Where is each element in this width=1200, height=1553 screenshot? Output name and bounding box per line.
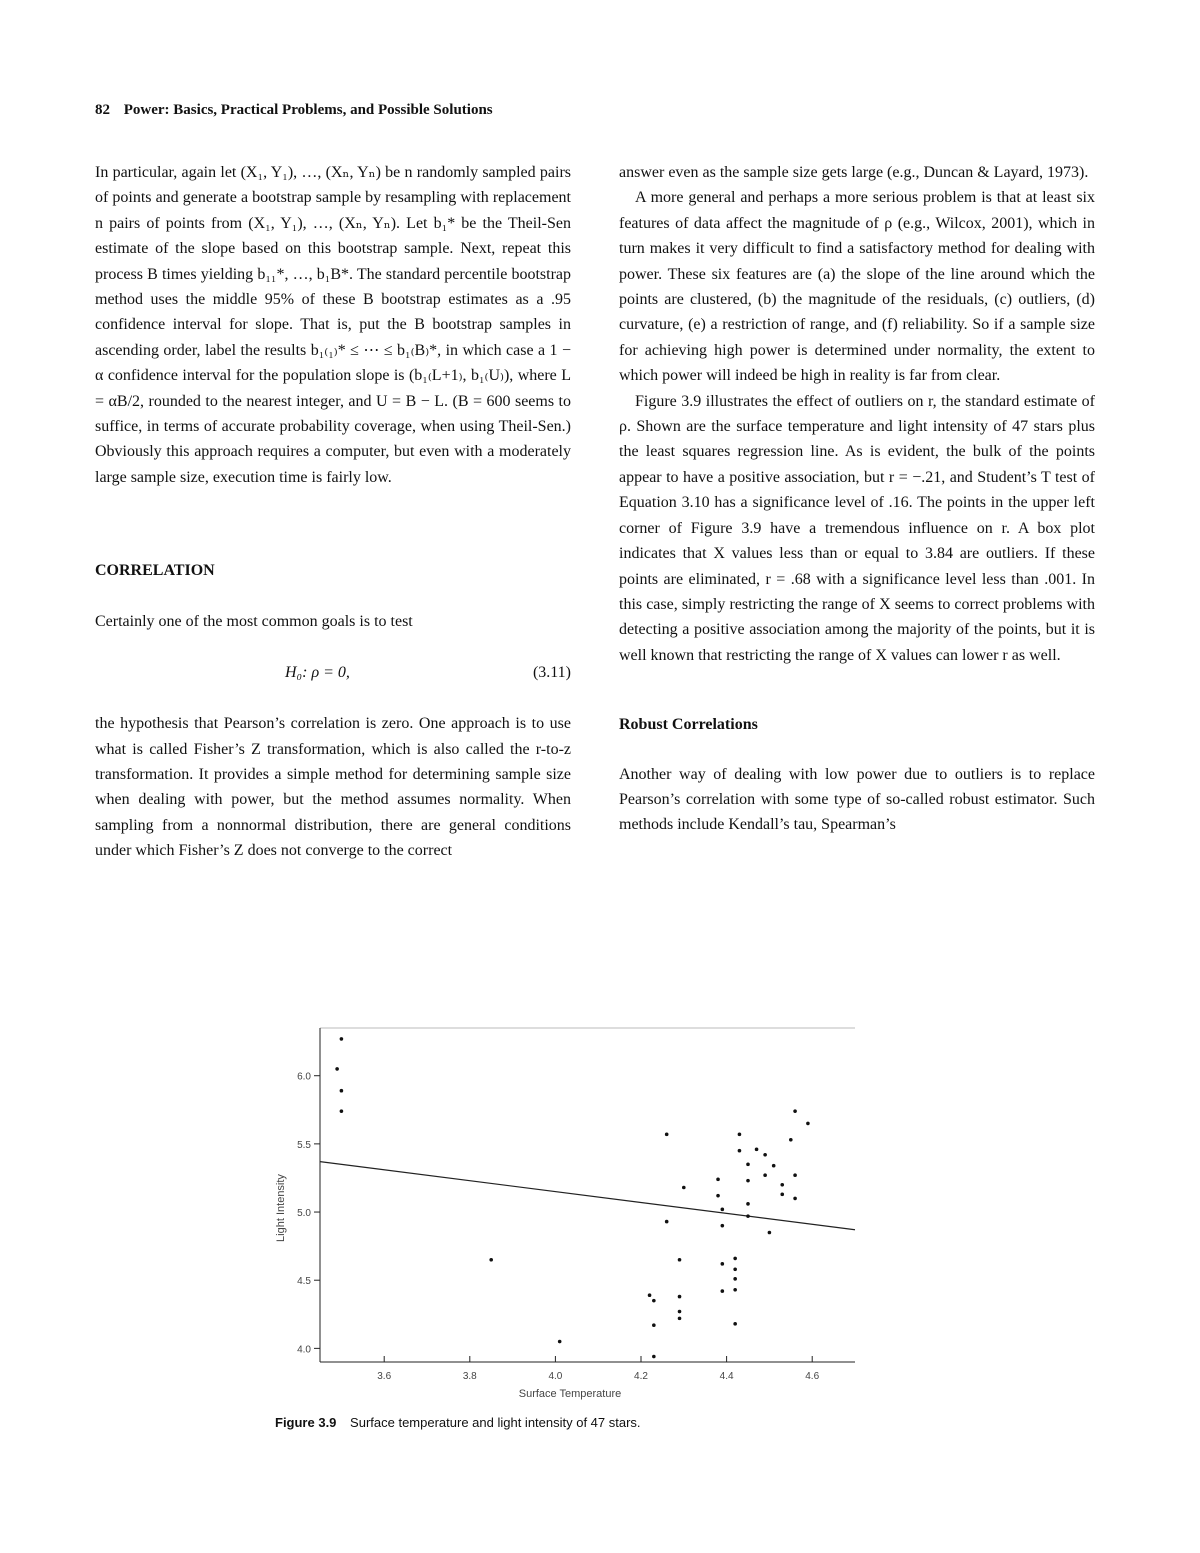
y-tick-label: 5.0 <box>297 1208 311 1220</box>
equation-number: (3.11) <box>532 664 571 682</box>
scatter-point <box>340 1089 344 1093</box>
paragraph: A more general and perhaps a more serious problem is that at least six features of data affect the magnitude of ρ (e.g., Wilcox, 2001), which in turn makes it very difficult to find a satisfactory method for dealing with power. These six features are (a) the slope of the line around which the points are clustered, (b) the magnitude of the residuals, (c) outliers, (d) curvature, (e) a restriction of range, and (f) reliability. So if a sample size for achieving high power is determined under normality, the extent to which power will indeed be high in reality is far from clear. <box>619 189 1095 385</box>
scatter-point <box>738 1149 742 1153</box>
plot-axes <box>320 1028 855 1362</box>
scatter-point <box>652 1323 656 1327</box>
y-tick-label: 5.5 <box>297 1139 311 1151</box>
scatter-point <box>721 1289 725 1293</box>
scatter-point <box>746 1179 750 1183</box>
scatter-point <box>678 1258 682 1262</box>
y-tick-label: 6.0 <box>297 1071 311 1083</box>
y-tick-label: 4.0 <box>297 1344 311 1356</box>
section-heading: CORRELATION <box>95 562 215 580</box>
x-tick-label: 3.8 <box>462 1371 477 1382</box>
scatter-point <box>678 1317 682 1321</box>
scatter-point <box>652 1299 656 1303</box>
paragraph: Figure 3.9 illustrates the effect of outliers on r, the standard estimate of ρ. Shown are the surface temperature and light intensity of 47 stars plus the least squares regression line. As is evident, the bulk of the points appear to have a positive association, but r = −.21, and Student’s T test of Equation 3.10 has a significance level of .16. The points in the upper left corner of Figure 3.9 have a tremendous influence on r. A box plot indicates that X values less than or equal to 3.84 are outliers. If these points are eliminated, r = .68 with a significance level less than .001. In this case, simply restricting the range of X seems to correct problems with detecting a positive association among the majority of the points, but it is well known that restricting the range of X values can lower r as well. <box>619 392 1095 664</box>
scatter-point <box>780 1193 784 1197</box>
scatter-point <box>652 1355 656 1359</box>
paragraph: Another way of dealing with low power due to outliers is to replace Pearson’s correlation with some type of so-called robust estimator. Such methods include Kendall’s tau, Spearman’s <box>619 765 1095 834</box>
left-column <box>95 160 571 864</box>
equation <box>95 660 571 685</box>
running-head <box>95 102 493 119</box>
scatter-point <box>682 1186 686 1190</box>
running-title: Power: Basics, Practical Problems, and Possible Solutions <box>123 102 493 118</box>
right-column <box>619 160 1095 838</box>
paragraph: Certainly one of the most common goals is to test <box>95 612 413 630</box>
paragraph: the hypothesis that Pearson’s correlation is zero. One approach is to use what is called Fisher’s Z transformation, which is also called the r-to-z transformation. It provides a simple method for determining sample size when dealing with power, but the method assumes normality. When sampling from a nonnormal distribution, there are general conditions under which Fisher’s Z does not converge to the correct <box>95 715 571 860</box>
scatter-point <box>340 1037 344 1041</box>
scatter-point <box>721 1262 725 1266</box>
scatter-point <box>755 1148 759 1152</box>
scatter-point <box>733 1277 737 1281</box>
scatter-point <box>806 1122 810 1126</box>
scatter-point <box>733 1288 737 1292</box>
scatter-point <box>772 1164 776 1168</box>
equation-text: H₀: ρ = 0, <box>285 664 350 682</box>
scatter-point <box>678 1295 682 1299</box>
scatter-point <box>789 1138 793 1142</box>
plot-marks <box>320 1037 855 1358</box>
figure-caption <box>275 1415 641 1430</box>
x-tick-label: 4.2 <box>634 1371 648 1382</box>
x-tick-label: 4.6 <box>805 1371 820 1382</box>
scatter-point <box>558 1340 562 1344</box>
scatter-point <box>335 1067 339 1071</box>
scatter-point <box>763 1173 767 1177</box>
subsection-heading: Robust Correlations <box>619 716 758 734</box>
scatter-point <box>721 1208 725 1212</box>
scatter-point <box>678 1310 682 1314</box>
scatter-point <box>648 1293 652 1297</box>
scatter-point <box>716 1194 720 1198</box>
plot-ticks <box>297 1072 819 1382</box>
figure-3-9 <box>270 1020 870 1400</box>
scatter-point <box>340 1109 344 1113</box>
scatter-point <box>793 1173 797 1177</box>
scatter-point <box>793 1109 797 1113</box>
scatter-point <box>721 1224 725 1228</box>
x-axis-label: Surface Temperature <box>518 1388 622 1400</box>
scatter-point <box>746 1202 750 1206</box>
paragraph: In particular, again let (X₁, Y₁), …, (Xₙ, Yₙ) be n randomly sampled pairs of points and generate a bootstrap sample by resampling with replacement n pairs of points from (X₁, Y₁), …, (Xₙ, Yₙ). Let b₁* be the Theil-Sen estimate of the slope based on this bootstrap sample. Next, repeat this process B times yielding b₁₁*, …, b₁B*. The standard percentile bootstrap method uses the middle 95% of these B bootstrap estimates as a .95 confidence interval for slope. That is, put the B bootstrap samples in ascending order, label the results b₁₍₁₎* ≤ ⋯ ≤ b₁₍B₎*, in which case a 1 − α confidence interval for the population slope is (b₁₍L+1₎, b₁₍U₎), where L = αB/2, rounded to the nearest integer, and U = B − L. (B = 600 seems to suffice, in terms of accurate probability coverage, when using Theil-Sen.) Obviously this approach requires a computer, but even with a moderately large sample size, execution time is fairly low. <box>95 164 571 486</box>
caption-text: Surface temperature and light intensity of 47 stars. <box>350 1415 641 1430</box>
scatter-point <box>768 1231 772 1235</box>
scatter-point <box>746 1163 750 1167</box>
scatter-point <box>746 1214 750 1218</box>
scatter-point <box>738 1133 742 1137</box>
x-tick-label: 4.0 <box>548 1371 563 1382</box>
paragraph: answer even as the sample size gets large (e.g., Duncan & Layard, 1973). <box>619 164 1089 181</box>
y-tick-label: 4.5 <box>297 1276 311 1288</box>
scatter-point <box>780 1183 784 1187</box>
caption-label: Figure 3.9 <box>275 1415 337 1430</box>
page-number: 82 <box>95 102 110 118</box>
scatter-plot <box>270 1020 870 1400</box>
scatter-point <box>665 1220 669 1224</box>
scatter-point <box>665 1133 669 1137</box>
scatter-point <box>733 1322 737 1326</box>
scatter-point <box>793 1197 797 1201</box>
scatter-point <box>763 1153 767 1157</box>
scatter-point <box>733 1267 737 1271</box>
regression-line <box>320 1162 855 1230</box>
scatter-point <box>489 1258 493 1262</box>
y-axis-label: Light Intensity <box>275 1174 287 1242</box>
scatter-point <box>716 1178 720 1182</box>
x-tick-label: 3.6 <box>377 1371 392 1382</box>
x-tick-label: 4.4 <box>719 1371 734 1382</box>
scatter-point <box>733 1257 737 1261</box>
